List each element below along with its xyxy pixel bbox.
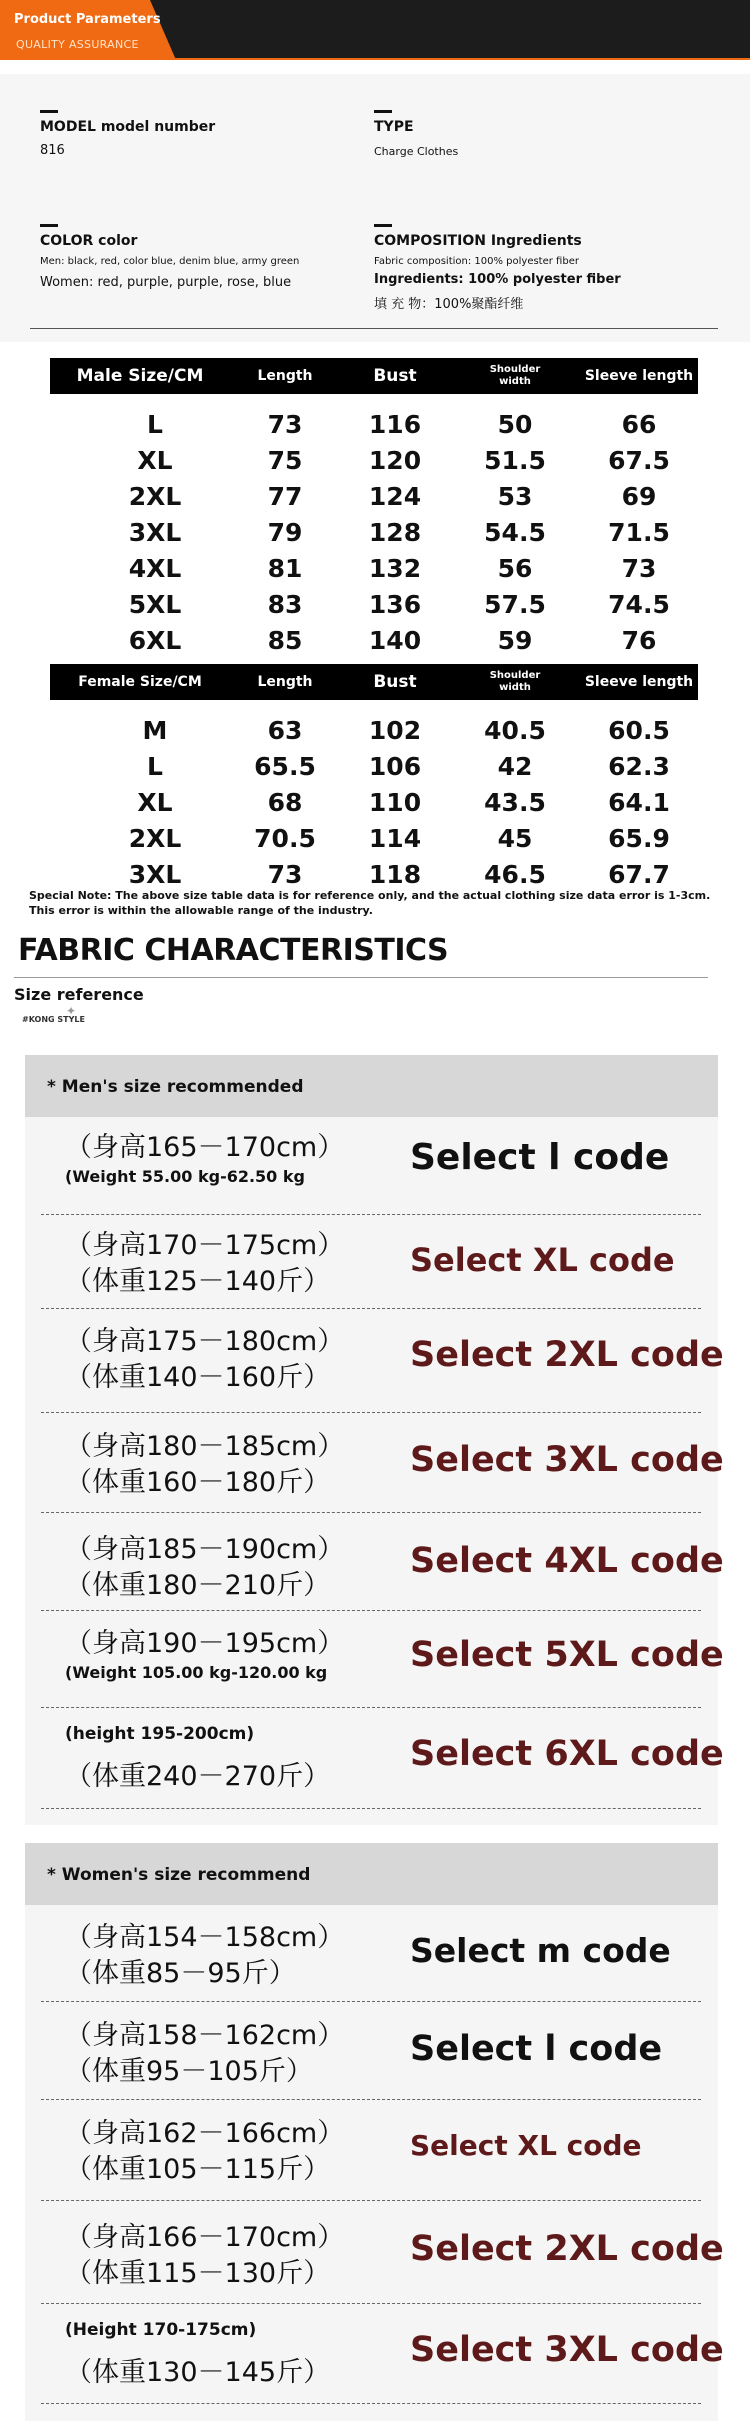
male-header-bust: Bust — [373, 366, 417, 386]
sleeve-cell: 67.7 — [608, 859, 670, 889]
model-label: MODEL model number — [40, 119, 216, 135]
shoulder-cell: 40.5 — [484, 715, 546, 745]
size-cell: L — [147, 409, 163, 439]
color-men: Men: black, red, color blue, denim blue, army green — [40, 256, 300, 267]
size-reference-label: Size reference — [14, 985, 144, 1004]
sleeve-cell: 69 — [621, 481, 657, 511]
height-line: （身高162－166cm） — [65, 2118, 345, 2149]
length-cell: 63 — [267, 715, 303, 745]
weight-line: （体重115－130斤） — [65, 2258, 331, 2289]
size-code: Select 6XL code — [410, 1734, 724, 1774]
color-label: COLOR color — [40, 233, 138, 249]
weight-line: (Weight 105.00 kg-120.00 kg — [65, 1663, 328, 1682]
color-women: Women: red, purple, purple, rose, blue — [40, 275, 292, 290]
sleeve-cell: 64.1 — [608, 787, 670, 817]
shoulder-cell: 56 — [497, 553, 533, 583]
height-line: (height 195-200cm) — [65, 1724, 255, 1744]
weight-line: （体重160－180斤） — [65, 1467, 331, 1498]
length-cell: 73 — [267, 409, 303, 439]
row-divider — [41, 1808, 701, 1809]
size-code: Select m code — [410, 1931, 671, 1970]
shoulder-cell: 42 — [497, 751, 533, 781]
table-row — [50, 514, 698, 550]
height-line: (Height 170-175cm) — [65, 2320, 257, 2340]
type-label: TYPE — [374, 119, 414, 135]
row-divider — [41, 2001, 701, 2002]
row-divider — [41, 1412, 701, 1413]
male-header-length: Length — [257, 368, 313, 384]
length-cell: 65.5 — [254, 751, 316, 781]
row-divider — [41, 1512, 701, 1513]
row-divider — [41, 1610, 701, 1611]
size-cell: 2XL — [128, 823, 182, 853]
female-header-bust: Bust — [373, 672, 417, 692]
sleeve-cell: 71.5 — [608, 517, 670, 547]
height-line: （身高190－195cm） — [65, 1628, 345, 1659]
female-table-header — [50, 664, 698, 700]
fabric-divider — [14, 977, 708, 978]
composition-line3: 填 充 物：100%聚酯纤维 — [374, 297, 524, 312]
weight-line: （体重95－105斤） — [65, 2056, 313, 2087]
bust-cell: 136 — [368, 589, 422, 619]
shoulder-cell: 45 — [497, 823, 533, 853]
size-cell: 2XL — [128, 481, 182, 511]
row-divider — [41, 2403, 701, 2404]
special-note: Special Note: The above size table data is for reference only, and the actual clothing size data error is 1-3cm. This error is within the allowable range of the industry. — [29, 889, 711, 917]
row-divider — [41, 1308, 701, 1309]
size-cell: 5XL — [128, 589, 182, 619]
men-recommend-panel — [25, 1055, 724, 1825]
type-param — [374, 110, 458, 158]
page-header — [0, 0, 750, 60]
row-divider — [41, 2303, 701, 2304]
length-cell: 75 — [267, 445, 303, 475]
size-code: Select XL code — [410, 1241, 675, 1279]
bust-cell: 110 — [368, 787, 422, 817]
header-subtitle: QUALITY ASSURANCE — [16, 38, 139, 51]
size-code: Select 2XL code — [410, 2229, 724, 2269]
weight-line: （体重130－145斤） — [65, 2357, 331, 2388]
bust-cell: 116 — [368, 409, 422, 439]
sleeve-cell: 66 — [621, 409, 657, 439]
male-header-size: Male Size/CM — [76, 366, 204, 386]
sleeve-cell: 73 — [621, 553, 657, 583]
bust-cell: 118 — [368, 859, 422, 889]
header-title: Product Parameters — [14, 12, 161, 27]
height-line: （身高154－158cm） — [65, 1922, 345, 1953]
bust-cell: 120 — [368, 445, 422, 475]
weight-line: （体重180－210斤） — [65, 1570, 331, 1601]
size-cell: M — [142, 715, 168, 745]
shoulder-cell: 46.5 — [484, 859, 546, 889]
length-cell: 81 — [267, 553, 303, 583]
sleeve-cell: 65.9 — [608, 823, 670, 853]
composition-line1: Fabric composition: 100% polyester fiber — [374, 256, 579, 267]
row-divider — [41, 1214, 701, 1215]
bust-cell: 132 — [368, 553, 422, 583]
size-cell: 6XL — [128, 625, 182, 655]
table-row — [50, 748, 698, 784]
bust-cell: 124 — [368, 481, 422, 511]
height-line: （身高170－175cm） — [65, 1230, 345, 1261]
type-value: Charge Clothes — [374, 145, 459, 158]
male-table-header — [50, 358, 698, 394]
table-row — [50, 550, 698, 586]
bust-cell: 140 — [368, 625, 422, 655]
dash-marker — [374, 110, 392, 113]
row-divider — [41, 2200, 701, 2201]
size-code: Select 2XL code — [410, 1335, 724, 1375]
table-row — [50, 478, 698, 514]
weight-line: （体重240－270斤） — [65, 1761, 331, 1792]
size-cell: 4XL — [128, 553, 182, 583]
size-code: Select l code — [410, 2029, 663, 2069]
dash-marker — [374, 224, 392, 227]
bust-cell: 102 — [368, 715, 422, 745]
size-code: Select 3XL code — [410, 1440, 724, 1480]
size-code: Select 3XL code — [410, 2330, 724, 2370]
length-cell: 68 — [267, 787, 303, 817]
composition-label: COMPOSITION Ingredients — [374, 233, 582, 249]
brand-label: #KONG STYLE — [22, 1015, 85, 1024]
sleeve-cell: 62.3 — [608, 751, 670, 781]
table-row — [50, 622, 698, 658]
composition-param — [374, 224, 621, 312]
size-cell: XL — [137, 787, 173, 817]
size-cell: 3XL — [128, 859, 182, 889]
dash-marker — [40, 224, 58, 227]
weight-line: （体重125－140斤） — [65, 1266, 331, 1297]
table-row — [50, 586, 698, 622]
brand-mark-icon: ✦ — [66, 1004, 77, 1018]
length-cell: 70.5 — [254, 823, 316, 853]
size-code: Select 4XL code — [410, 1541, 724, 1581]
table-row — [50, 820, 698, 856]
height-line: （身高166－170cm） — [65, 2222, 345, 2253]
header-divider — [0, 58, 750, 60]
shoulder-cell: 54.5 — [484, 517, 546, 547]
sleeve-cell: 76 — [621, 625, 657, 655]
composition-line2: Ingredients: 100% polyester fiber — [374, 272, 621, 287]
sleeve-cell: 74.5 — [608, 589, 670, 619]
bust-cell: 114 — [368, 823, 422, 853]
length-cell: 79 — [267, 517, 303, 547]
male-header-shoulder: Shoulder width — [489, 364, 541, 387]
size-cell: L — [147, 751, 163, 781]
women-panel-header — [25, 1843, 718, 1905]
size-cell: XL — [137, 445, 173, 475]
shoulder-cell: 59 — [497, 625, 533, 655]
size-code: Select 5XL code — [410, 1635, 724, 1675]
sleeve-cell: 60.5 — [608, 715, 670, 745]
size-code: Select XL code — [410, 2129, 642, 2162]
table-row — [50, 442, 698, 478]
height-line: （身高158－162cm） — [65, 2020, 345, 2051]
dash-marker — [40, 110, 58, 113]
length-cell: 85 — [267, 625, 303, 655]
bust-cell: 128 — [368, 517, 422, 547]
women-panel-title: * Women's size recommend — [47, 1865, 311, 1885]
weight-line: （体重140－160斤） — [65, 1362, 331, 1393]
height-line: （身高175－180cm） — [65, 1326, 345, 1357]
height-line: （身高165－170cm） — [65, 1132, 345, 1163]
row-divider — [41, 2099, 701, 2100]
length-cell: 73 — [267, 859, 303, 889]
row-divider — [41, 1707, 701, 1708]
men-panel-title: * Men's size recommended — [47, 1077, 304, 1097]
height-line: （身高180－185cm） — [65, 1431, 345, 1462]
table-row — [50, 712, 698, 748]
women-recommend-panel — [25, 1843, 724, 2421]
female-header-shoulder: Shoulder width — [489, 670, 541, 693]
length-cell: 83 — [267, 589, 303, 619]
params-divider — [30, 328, 718, 329]
table-row — [50, 856, 698, 892]
model-param — [40, 110, 215, 158]
weight-line: (Weight 55.00 kg-62.50 kg — [65, 1167, 305, 1186]
color-param — [40, 224, 299, 290]
female-header-size: Female Size/CM — [78, 674, 202, 690]
size-code: Select l code — [410, 1137, 670, 1178]
weight-line: （体重85－95斤） — [65, 1958, 296, 1989]
length-cell: 77 — [267, 481, 303, 511]
shoulder-cell: 53 — [497, 481, 533, 511]
bust-cell: 106 — [368, 751, 422, 781]
model-value: 816 — [40, 143, 65, 158]
shoulder-cell: 51.5 — [484, 445, 546, 475]
female-header-sleeve: Sleeve length — [584, 674, 694, 690]
product-parameters — [0, 74, 750, 342]
height-line: （身高185－190cm） — [65, 1534, 345, 1565]
table-row — [50, 784, 698, 820]
shoulder-cell: 57.5 — [484, 589, 546, 619]
shoulder-cell: 50 — [497, 409, 533, 439]
weight-line: （体重105－115斤） — [65, 2154, 331, 2185]
female-header-length: Length — [257, 674, 313, 690]
male-header-sleeve: Sleeve length — [584, 368, 694, 384]
sleeve-cell: 67.5 — [608, 445, 670, 475]
header-tab — [0, 0, 176, 60]
size-cell: 3XL — [128, 517, 182, 547]
fabric-characteristics-title: FABRIC CHARACTERISTICS — [18, 933, 449, 968]
men-panel-header — [25, 1055, 718, 1117]
table-row — [50, 406, 698, 442]
shoulder-cell: 43.5 — [484, 787, 546, 817]
